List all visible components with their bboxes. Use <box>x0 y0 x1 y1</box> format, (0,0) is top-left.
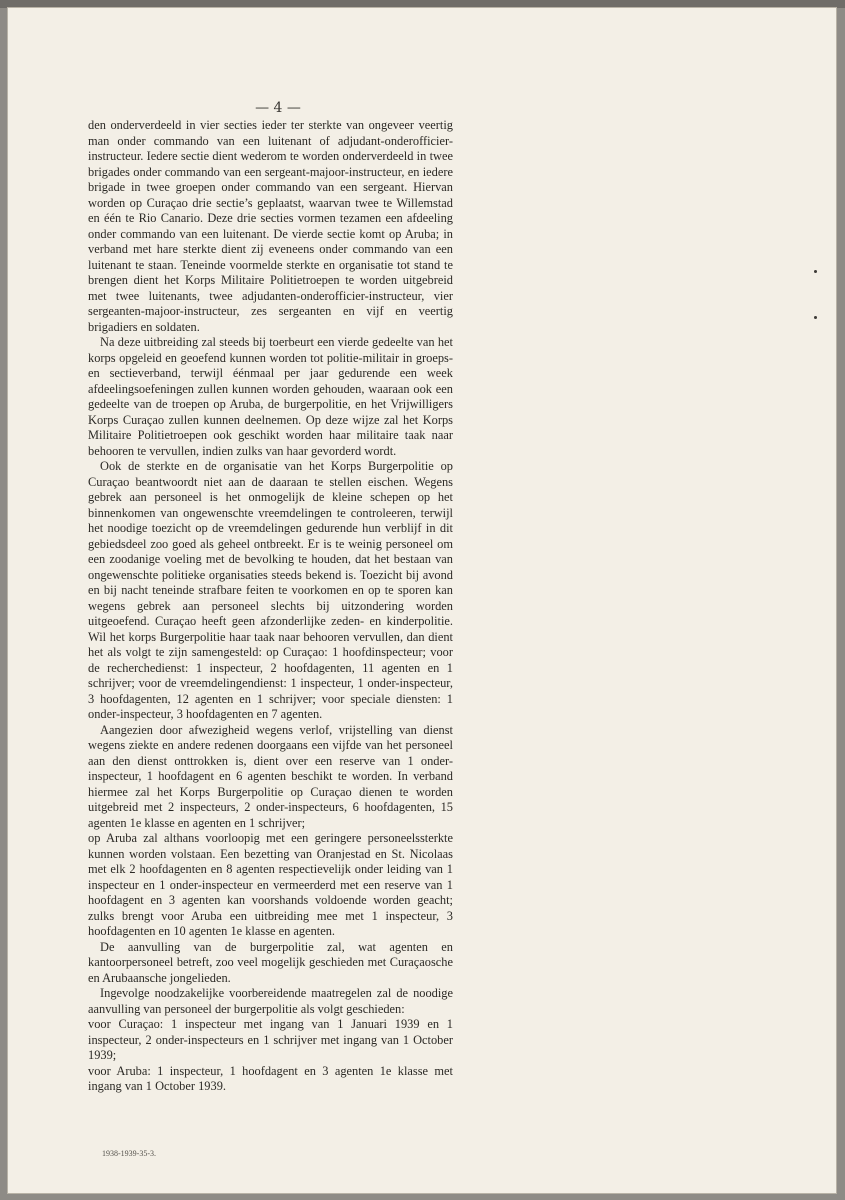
paragraph-3: Ook de sterkte en de organisatie van het Korps Burgerpolitie op Curaçao beantwoordt niet aan de daaraan te stellen eischen. Wegens gebrek aan personeel is het onmogelijk de kleine schepen op het binnenkomen van ongewenschte vreemdelingen te controleeren, terwijl het noodige toezicht op de vreemdelingen gedurende hun verblijf in dit gebiedsdeel zoo goed als geheel ontbreekt. Er is te weinig personeel om een zoodanige voeling met de bevolking te houden, dat het bestaan van ongewenschte politieke organisaties steeds bekend is. Toezicht bij avond en bij nacht teneinde strafbare feiten te voorkomen en op te sporen kan wegens gebrek aan personeel slechts bij uitzondering worden uitgeoefend. Curaçao heeft geen afzonderlijke zeden- en kinderpolitie. Wil het korps Burgerpolitie haar taak naar behooren vervullen, dan dient het als volgt te zijn samengesteld: op Curaçao: 1 hoofdinspecteur; voor de recherchedienst: 1 inspecteur, 2 hoofdagenten, 11 agenten en 1 schrijver; voor de vreemdelingendienst: 1 inspecteur, 1 onder-inspecteur, 3 hoofdagenten, 12 agenten en 1 schrijver; voor speciale diensten: 1 onder-inspecteur, 3 hoofdagenten en 7 agenten. <box>88 459 453 721</box>
paragraph-5: op Aruba zal althans voorloopig met een geringere personeelssterkte kunnen worden volstaan. Een bezetting van Oranjestad en St. Nicolaas met elk 2 hoofdagenten en 8 agenten respectievelijk onder leiding van 1 inspecteur en 1 onder-inspecteur en vermeerderd met een reserve van 1 hoofdagent en 3 agenten kan voorshands voldoende worden geacht; zulks brengt voor Aruba een uitbreiding mee met 1 inspecteur, 3 hoofdagenten en 10 agenten 1e klasse en agenten. <box>88 831 453 938</box>
paragraph-6: De aanvulling van de burgerpolitie zal, wat agenten en kantoorpersoneel betreft, zoo veel mogelijk geschieden met Curaçaosche en Arubaansche jongelieden. <box>88 939 453 985</box>
paragraph-7: Ingevolge noodzakelijke voorbereidende maatregelen zal de noodige aanvulling van personeel der burgerpolitie als volgt geschieden: <box>88 986 453 1016</box>
scan-speck <box>814 316 817 319</box>
scan-top-edge <box>0 0 845 8</box>
page-number: — 4 — <box>255 100 301 116</box>
scan-speck <box>814 270 817 273</box>
paragraph-8: voor Curaçao: 1 inspecteur met ingang van 1 Januari 1939 en 1 inspecteur, 2 onder-inspecteurs en 1 schrijver met ingang van 1 October 1939; <box>88 1017 453 1062</box>
document-page <box>8 8 836 1193</box>
paragraph-2: Na deze uitbreiding zal steeds bij toerbeurt een vierde gedeelte van het korps opgeleid en geoefend kunnen worden tot politie-militair in groeps- en sectieverband, terwijl éénmaal per jaar gedurende een week afdeelingsoefeningen zullen kunnen worden gehouden, waaraan ook een gedeelte van de troepen op Aruba, de burgerpolitie, en het Vrijwilligers Korps Curaçao zullen kunnen deelnemen. Op deze wijze zal het Korps Militaire Politietroepen ook geschikt worden haar militaire taak naar behooren te vervullen, indien zulks van haar gevorderd wordt. <box>88 335 453 458</box>
footer-code: 1938-1939-35-3. <box>102 1149 156 1158</box>
body-text <box>88 118 453 1095</box>
paragraph-9: voor Aruba: 1 inspecteur, 1 hoofdagent en 3 agenten 1e klasse met ingang van 1 October 1939. <box>88 1063 453 1093</box>
paragraph-1: den onderverdeeld in vier secties ieder ter sterkte van ongeveer veertig man onder commando van een luitenant of adjudant-onderofficier-instructeur. Iedere sectie dient wederom te worden onderverdeeld in twee brigades onder commando van een sergeant-majoor-instructeur, en iedere brigade in twee groepen onder commando van een sergeant. Hiervan worden op Curaçao drie sectie’s geplaatst, waarvan twee te Willemstad en één te Rio Canario. Deze drie secties vormen tezamen een afdeeling onder commando van een luitenant. De vierde sectie komt op Aruba; in verband met hare sterkte dient zij eveneens onder commando van een luitenant te staan. Teneinde voormelde sterkte en organisatie tot stand te brengen dient het Korps Militaire Politietroepen te worden uitgebreid met twee luitenants, twee adjudanten-onderofficier-instructeur, vier sergeanten-majoor-instructeur, zes sergeanten en vijf en veertig brigadiers en soldaten. <box>88 118 453 334</box>
paragraph-4: Aangezien door afwezigheid wegens verlof, vrijstelling van dienst wegens ziekte en andere redenen doorgaans een vijfde van het personeel aan den dienst onttrokken is, dient over een reserve van 1 onder-inspecteur, 1 hoofdagent en 6 agenten beschikt te worden. In verband hiermee zal het Korps Burgerpolitie op Curaçao dienen te worden uitgebreid met 2 inspecteurs, 2 onder-inspecteurs, 6 hoofdagenten, 15 agenten 1e klasse en agenten en 1 schrijver; <box>88 722 453 830</box>
